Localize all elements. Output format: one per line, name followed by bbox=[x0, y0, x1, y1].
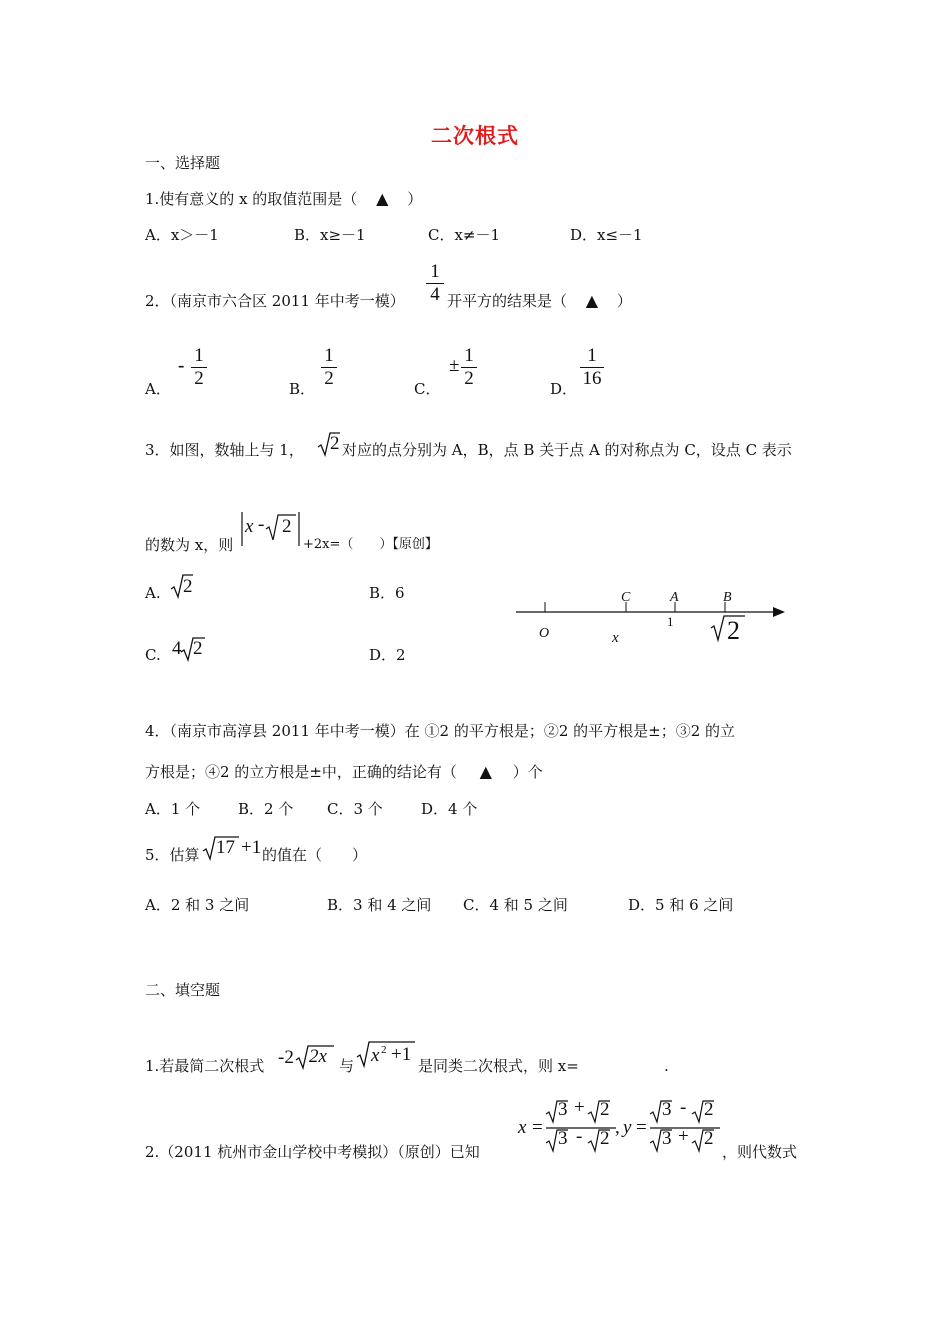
minus-sign: - bbox=[178, 355, 185, 376]
plus-sign: + bbox=[678, 1126, 689, 1147]
paren-close: ） bbox=[616, 292, 632, 310]
minus-sign: - bbox=[576, 1126, 583, 1147]
number-line-figure bbox=[515, 588, 787, 648]
question-3-line1-post: 对应的点分别为 A，B，点 B 关于点 A 的对称点为 C，设点 C 表示 bbox=[342, 441, 792, 459]
q2-option-d-fraction bbox=[580, 346, 604, 389]
radicand: 2x bbox=[309, 1046, 327, 1067]
question-1 bbox=[145, 189, 422, 209]
question-5-post: 的值在（ ） bbox=[262, 846, 368, 864]
coefficient: -2 bbox=[278, 1047, 294, 1068]
q2-option-a-label: A． bbox=[145, 380, 171, 398]
q4-option-b: B．2 个 bbox=[238, 800, 294, 818]
exponent: 2 bbox=[381, 1044, 387, 1056]
coefficient: 4 bbox=[172, 638, 182, 659]
q3-option-c-label: C. bbox=[145, 646, 161, 664]
radicand: 2 bbox=[183, 576, 193, 597]
equals-sign: = bbox=[636, 1117, 647, 1138]
denominator: 2 bbox=[464, 368, 474, 389]
question-5-pre: 5．估算 bbox=[145, 846, 200, 864]
stem-post: 开平方的结果是（ bbox=[447, 292, 568, 310]
q5-option-c: C．4 和 5 之间 bbox=[463, 896, 568, 914]
denominator: 4 bbox=[430, 284, 440, 305]
minus-sign: - bbox=[680, 1097, 687, 1118]
radicand-3: 3 bbox=[662, 1128, 672, 1149]
axis-label-b: B bbox=[723, 590, 732, 605]
numerator: 1 bbox=[464, 345, 474, 366]
q5-option-a: A．2 和 3 之间 bbox=[145, 896, 250, 914]
triangle-marker-icon: ▲ bbox=[585, 291, 599, 310]
plus-one: +1 bbox=[391, 1044, 412, 1065]
q4-option-c: C．3 个 bbox=[327, 800, 383, 818]
triangle-marker-icon: ▲ bbox=[376, 189, 389, 208]
radicand-2: 2 bbox=[600, 1128, 610, 1149]
q1-option-b: B．x≥－1 bbox=[294, 226, 366, 244]
q3-option-d: D．2 bbox=[369, 646, 406, 664]
question-3-line1-pre: 3．如图，数轴上与 1， bbox=[145, 441, 304, 459]
q2-option-a-fraction bbox=[191, 346, 207, 389]
equals-sign: = bbox=[532, 1117, 543, 1138]
question-3-line2-pre: 的数为 x，则 bbox=[145, 536, 234, 554]
variable-x: x bbox=[371, 1045, 380, 1066]
question-2-stem-post bbox=[447, 291, 632, 311]
fill-1-mid: 与 bbox=[339, 1057, 355, 1075]
radicand: 2 bbox=[330, 433, 340, 454]
page-title: 二次根式 bbox=[431, 123, 519, 148]
numerator: 1 bbox=[324, 345, 334, 366]
question-4-line1: 4．（南京市高淳县 2011 年中考一模）在 ①2 的平方根是；②2 的平方根是±；③2 的立 bbox=[145, 722, 736, 740]
q5-option-b: B．3 和 4 之间 bbox=[327, 896, 432, 914]
minus-sign: - bbox=[258, 514, 265, 535]
radicand-3: 3 bbox=[558, 1099, 568, 1120]
fill-1-end: . bbox=[664, 1057, 669, 1075]
denominator: 16 bbox=[582, 368, 602, 389]
numerator: 1 bbox=[194, 345, 204, 366]
radicand-2: 2 bbox=[704, 1128, 714, 1149]
fill-1-pre: 1.若最简二次根式 bbox=[145, 1057, 265, 1075]
variable-y: y bbox=[623, 1117, 632, 1138]
question-2-stem-pre: 2．（南京市六合区 2011 年中考一模） bbox=[145, 292, 405, 310]
denominator: 2 bbox=[194, 368, 204, 389]
variable-x: x bbox=[245, 516, 254, 537]
question-3-line2-post: +2x=（ ）【原创】 bbox=[303, 537, 438, 552]
q5-option-d: D．5 和 6 之间 bbox=[628, 896, 734, 914]
q3-option-a-label: A. bbox=[145, 584, 161, 602]
q2-option-b-label: B． bbox=[289, 380, 316, 398]
q1-option-a: A．x＞－1 bbox=[145, 226, 219, 244]
axis-label-o: O bbox=[539, 626, 550, 641]
q1-option-c: C．x≠－1 bbox=[428, 226, 501, 244]
fill-1-post: 是同类二次根式，则 x= bbox=[418, 1057, 579, 1075]
q2-option-c-fraction bbox=[461, 346, 477, 389]
triangle-marker-icon: ▲ bbox=[479, 762, 492, 781]
axis-label-x: x bbox=[612, 630, 619, 646]
plus-minus-sign: ± bbox=[449, 355, 460, 376]
fraction-one-quarter bbox=[426, 262, 444, 305]
line2-post: ）个 bbox=[512, 763, 543, 781]
radicand-2: 2 bbox=[704, 1099, 714, 1120]
plus-sign: + bbox=[574, 1097, 585, 1118]
section-heading-choice: 一、选择题 bbox=[145, 154, 221, 172]
radicand-3: 3 bbox=[662, 1099, 672, 1120]
axis-label-c: C bbox=[621, 590, 631, 605]
variable-x: x bbox=[518, 1117, 527, 1138]
question-stem: 1.使有意义的 x 的取值范围是（ bbox=[145, 190, 358, 208]
q3-option-b: B．6 bbox=[369, 584, 405, 602]
section-heading-fill: 二、填空题 bbox=[145, 981, 221, 999]
radicand: 17 bbox=[216, 837, 235, 858]
axis-label-1: 1 bbox=[667, 614, 674, 629]
comma: , bbox=[615, 1117, 620, 1138]
q2-option-c-label: C． bbox=[414, 380, 441, 398]
radicand-3: 3 bbox=[558, 1128, 568, 1149]
axis-label-sqrt2-radicand: 2 bbox=[727, 616, 740, 645]
numerator: 1 bbox=[587, 345, 597, 366]
radicand: 2 bbox=[193, 638, 203, 659]
q1-option-d: D．x≤－1 bbox=[570, 226, 643, 244]
q4-option-a: A．1 个 bbox=[145, 800, 201, 818]
radicand-2: 2 bbox=[600, 1099, 610, 1120]
line2-pre: 方根是；④2 的立方根是±中，正确的结论有（ bbox=[145, 763, 457, 781]
axis-label-a: A bbox=[670, 590, 679, 605]
q2-option-d-label: D． bbox=[550, 380, 578, 398]
radicand: 2 bbox=[282, 516, 292, 537]
denominator: 2 bbox=[324, 368, 334, 389]
plus-one: +1 bbox=[241, 837, 262, 858]
q2-option-b-fraction bbox=[321, 346, 337, 389]
paren-close: ） bbox=[407, 190, 423, 208]
question-4-line2 bbox=[145, 762, 543, 782]
fill-2-pre: 2.（2011 杭州市金山学校中考模拟）（原创）已知 bbox=[145, 1143, 480, 1161]
numerator: 1 bbox=[430, 261, 440, 282]
q4-option-d: D．4 个 bbox=[421, 800, 478, 818]
fill-2-post: ，则代数式 bbox=[722, 1143, 798, 1161]
